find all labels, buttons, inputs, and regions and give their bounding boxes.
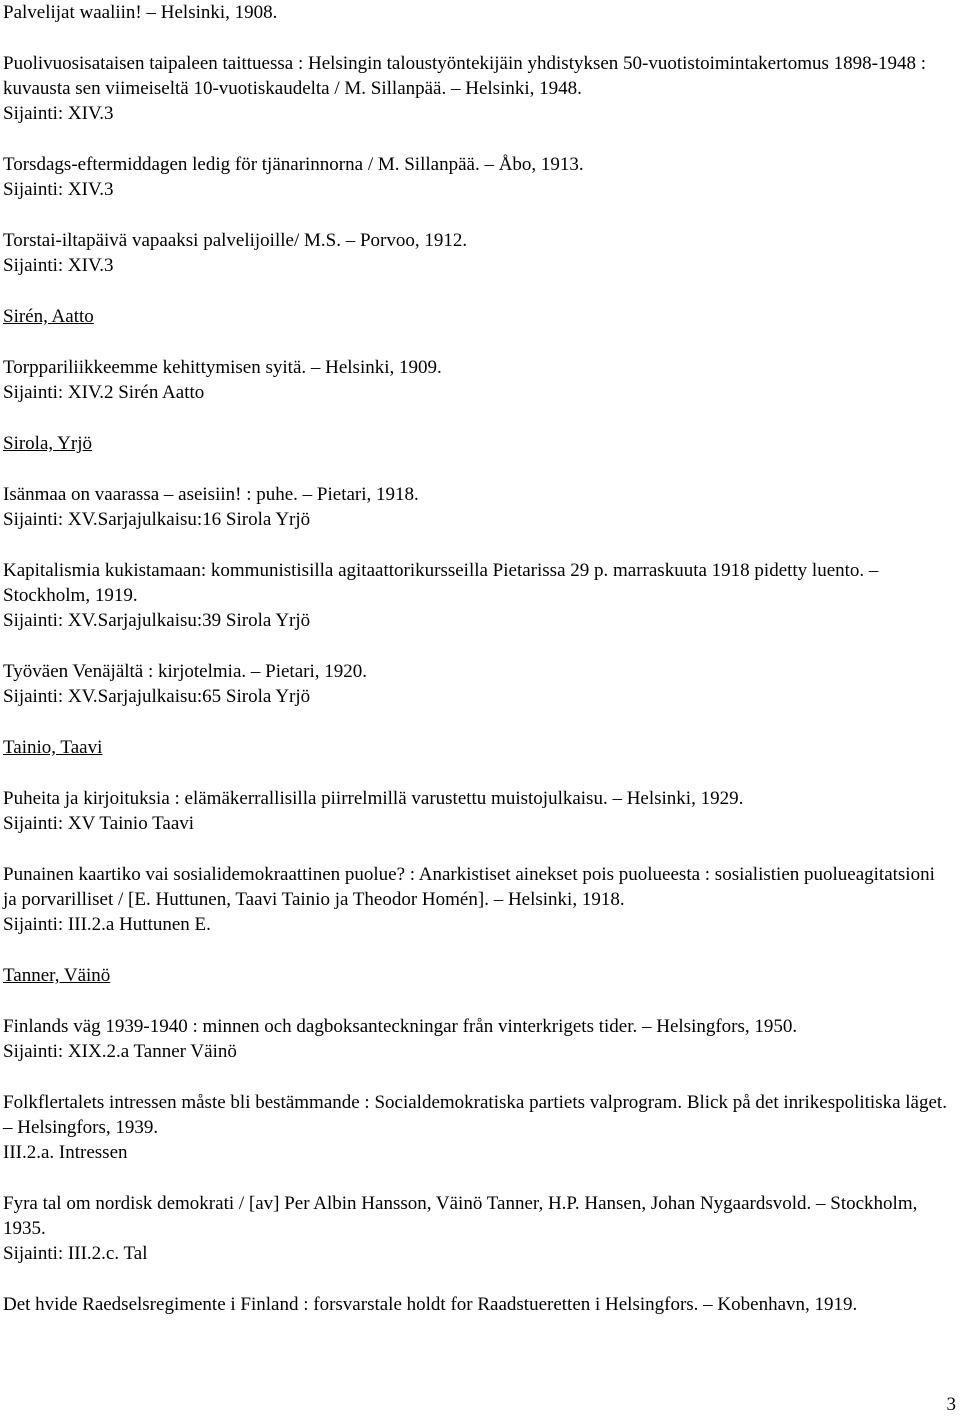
entry-title: Kapitalismia kukistamaan: kommunistisilla agitaattorikursseilla Pietarissa 29 p. marraskuuta 1918 pidetty luento. – Stockholm, 1919.: [3, 560, 879, 606]
entry-title: Torsdags-eftermiddagen ledig för tjänarinnorna / M. Sillanpää. – Åbo, 1913.: [3, 154, 584, 175]
author-heading: Sirola, Yrjö: [3, 433, 93, 454]
bibliography-entry: [3, 228, 948, 278]
bibliography-entry: [3, 1090, 948, 1165]
entry-title: Punainen kaartiko vai sosialidemokraattinen puolue? : Anarkistiset ainekset pois puolueesta : sosialistien puolueagitatsioni ja porvarilliset / [E. Huttunen, Taavi Tainio ja Theodor Homén]. – Helsinki, 1918.: [3, 864, 935, 910]
entry-title: Det hvide Raedselsregimente i Finland : forsvarstale holdt for Raadstueretten i Helsingfors. – Kobenhavn, 1919.: [3, 1294, 858, 1315]
bibliography-entry: [3, 355, 948, 405]
entry-location: Sijainti: XV.Sarjajulkaisu:39 Sirola Yrjö: [3, 610, 311, 631]
bibliography-page: [3, 0, 948, 1343]
entry-location: Sijainti: III.2.a Huttunen E.: [3, 914, 211, 935]
entry-location: Sijainti: III.2.c. Tal: [3, 1243, 148, 1264]
entry-location: Sijainti: XIV.3: [3, 103, 114, 124]
bibliography-entry: [3, 1191, 948, 1266]
bibliography-entry: [3, 558, 948, 633]
entry-location: Sijainti: XIV.2 Sirén Aatto: [3, 382, 205, 403]
entry-location: Sijainti: XIV.3: [3, 255, 114, 276]
author-heading: Tanner, Väinö: [3, 965, 111, 986]
entry-title: Palvelijat waaliin! – Helsinki, 1908.: [3, 2, 278, 23]
entry-title: Puolivuosisataisen taipaleen taittuessa : Helsingin taloustyöntekijäin yhdistyksen 50-vuotistoimintakertomus 1898-1948 : kuvausta sen viimeiseltä 10-vuotiskaudelta / M. Sillanpää. – Helsinki, 1948.: [3, 53, 926, 99]
entry-title: Torppariliikkeemme kehittymisen syitä. – Helsinki, 1909.: [3, 357, 442, 378]
entry-location: Sijainti: XIX.2.a Tanner Väinö: [3, 1041, 237, 1062]
bibliography-entry: [3, 1014, 948, 1064]
entry-title: Isänmaa on vaarassa – aseisiin! : puhe. – Pietari, 1918.: [3, 484, 419, 505]
entry-title: Torstai-iltapäivä vapaaksi palvelijoille/ M.S. – Porvoo, 1912.: [3, 230, 468, 251]
page-number: 3: [946, 1394, 956, 1415]
author-heading: Sirén, Aatto: [3, 306, 94, 327]
entry-location: Sijainti: XV.Sarjajulkaisu:16 Sirola Yrjö: [3, 509, 311, 530]
entry-title: Puheita ja kirjoituksia : elämäkerrallisilla piirrelmillä varustettu muistojulkaisu. – Helsinki, 1929.: [3, 788, 744, 809]
entry-location: III.2.a. Intressen: [3, 1142, 128, 1163]
bibliography-entry: [3, 1292, 948, 1317]
author-heading: Tainio, Taavi: [3, 737, 103, 758]
entry-title: Työväen Venäjältä : kirjotelmia. – Pietari, 1920.: [3, 661, 367, 682]
bibliography-entry: [3, 0, 948, 25]
bibliography-entry: [3, 786, 948, 836]
entry-location: Sijainti: XV Tainio Taavi: [3, 813, 195, 834]
entry-title: Fyra tal om nordisk demokrati / [av] Per Albin Hansson, Väinö Tanner, H.P. Hansen, Johan Nygaardsvold. – Stockholm, 1935.: [3, 1193, 918, 1239]
entry-title: Finlands väg 1939-1940 : minnen och dagboksanteckningar från vinterkrigets tider. – Helsingfors, 1950.: [3, 1016, 798, 1037]
bibliography-entry: [3, 152, 948, 202]
entry-location: Sijainti: XV.Sarjajulkaisu:65 Sirola Yrjö: [3, 686, 311, 707]
entry-location: Sijainti: XIV.3: [3, 179, 114, 200]
bibliography-entry: [3, 482, 948, 532]
bibliography-entry: [3, 51, 948, 126]
bibliography-entry: [3, 659, 948, 709]
bibliography-entry: [3, 862, 948, 937]
entry-title: Folkflertalets intressen måste bli bestämmande : Socialdemokratiska partiets valprogram. Blick på det inrikespolitiska läget. – Helsingfors, 1939.: [3, 1092, 947, 1138]
